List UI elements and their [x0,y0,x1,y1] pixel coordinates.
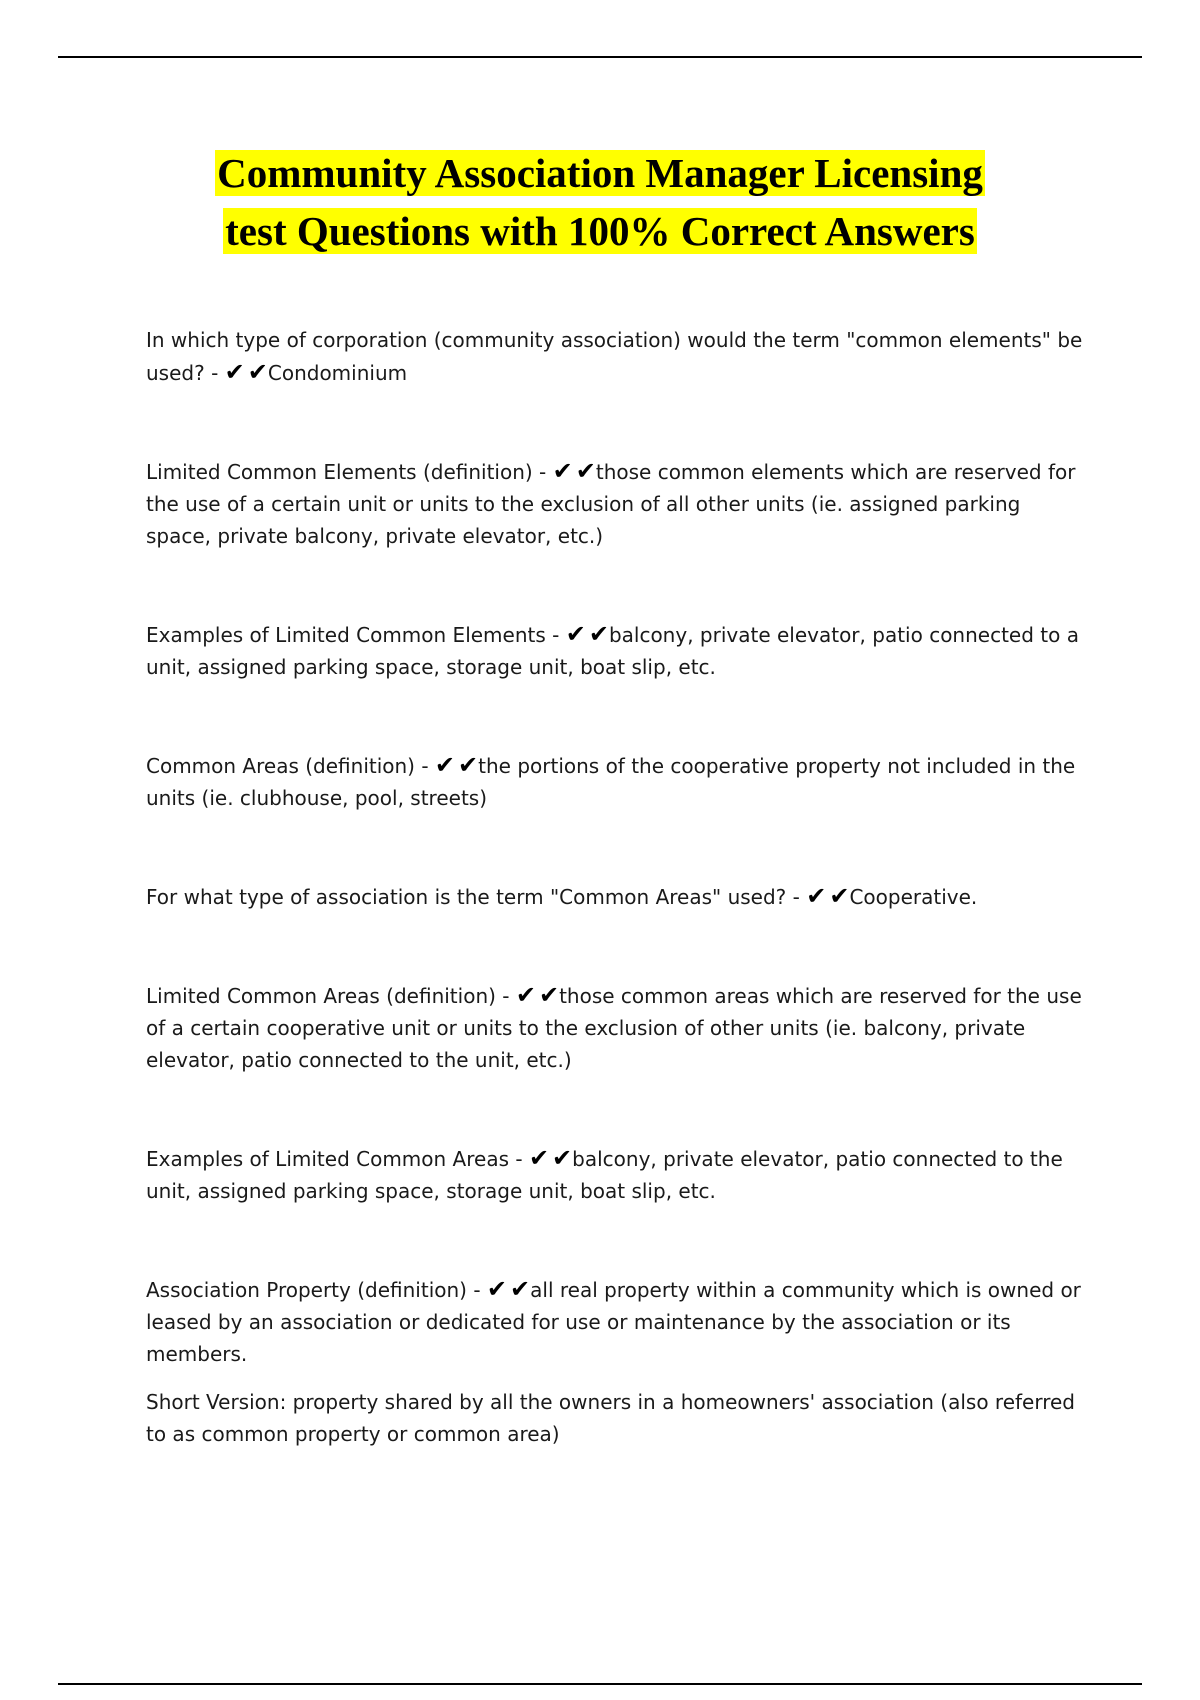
title-line-2: test Questions with 100% Correct Answers [225,208,975,254]
question-text: Examples of Limited Common Elements [146,623,546,647]
bottom-rule [58,1683,1142,1685]
answer-text: Cooperative. [849,885,978,909]
qa-item-5 [146,880,1091,913]
question-text: Limited Common Areas (definition) [146,984,496,1008]
separator: - [545,623,566,647]
qa-item-2 [146,455,1091,552]
separator: - [786,885,807,909]
answer-text: balcony, private elevator, patio connected to a unit, assigned parking space, storage unit, boat slip, etc. [146,623,1079,679]
qa-item-8 [146,1273,1091,1370]
short-version-note: Short Version: property shared by all the owners in a homeowners' association (also referred to as common property or common area) [146,1390,1076,1446]
separator: - [509,1147,529,1171]
check-icon: ✔ [588,620,609,648]
question-text: Association Property (definition) [146,1278,467,1302]
separator: - [495,984,516,1008]
check-icon: ✔ [510,1275,531,1303]
separator: - [466,1278,487,1302]
check-icon: ✔ [434,751,456,779]
check-icon: ✔ [528,1144,550,1172]
separator: - [532,460,553,484]
check-icon: ✔ [458,751,479,779]
question-text: Limited Common Elements (definition) [146,460,533,484]
question-text: Examples of Limited Common Areas [146,1147,509,1171]
check-icon: ✔ [486,1275,508,1303]
document-title [0,144,1200,260]
check-icon: ✔ [538,981,560,1009]
check-icon: ✔ [829,882,850,910]
answer-text: Condominium [267,361,408,385]
check-icon: ✔ [552,457,573,485]
check-icon: ✔ [247,358,268,386]
qa-item-3 [146,618,1091,683]
qa-item-7 [146,1142,1091,1207]
question-text: For what type of association is the term "Common Areas" used? [146,885,787,909]
check-icon: ✔ [552,1144,573,1172]
qa-item-1 [146,324,1091,389]
answer-text: all real property within a community which is owned or leased by an association or dedicated for use or maintenance by the association or its members. [146,1278,1081,1366]
check-icon: ✔ [806,882,827,910]
check-icon: ✔ [224,358,245,386]
answer-text: those common areas which are reserved for the use of a certain cooperative unit or units to the exclusion of other units (ie. balcony, private elevator, patio connected to the unit, etc.) [146,984,1082,1072]
title-line-1: Community Association Manager Licensing [217,150,983,196]
answer-text: the portions of the cooperative property not included in the units (ie. clubhouse, pool, streets) [146,754,1076,810]
separator: - [414,754,435,778]
answer-text: those common elements which are reserved for the use of a certain unit or units to the exclusion of all other units (ie. assigned parking space, private balcony, private elevator, etc.) [146,460,1076,548]
question-text: Common Areas (definition) [146,754,415,778]
qa-item-6 [146,979,1091,1076]
check-icon: ✔ [565,620,586,648]
top-rule [58,56,1142,58]
separator: - [204,361,225,385]
qa-item-4 [146,749,1091,814]
check-icon: ✔ [515,981,536,1009]
answer-text: balcony, private elevator, patio connected to the unit, assigned parking space, storage unit, boat slip, etc. [146,1147,1063,1203]
check-icon: ✔ [575,457,596,485]
question-text: In which type of corporation (community association) would the term "common elements" be used? [146,328,1083,385]
qa-list [146,324,1091,1450]
